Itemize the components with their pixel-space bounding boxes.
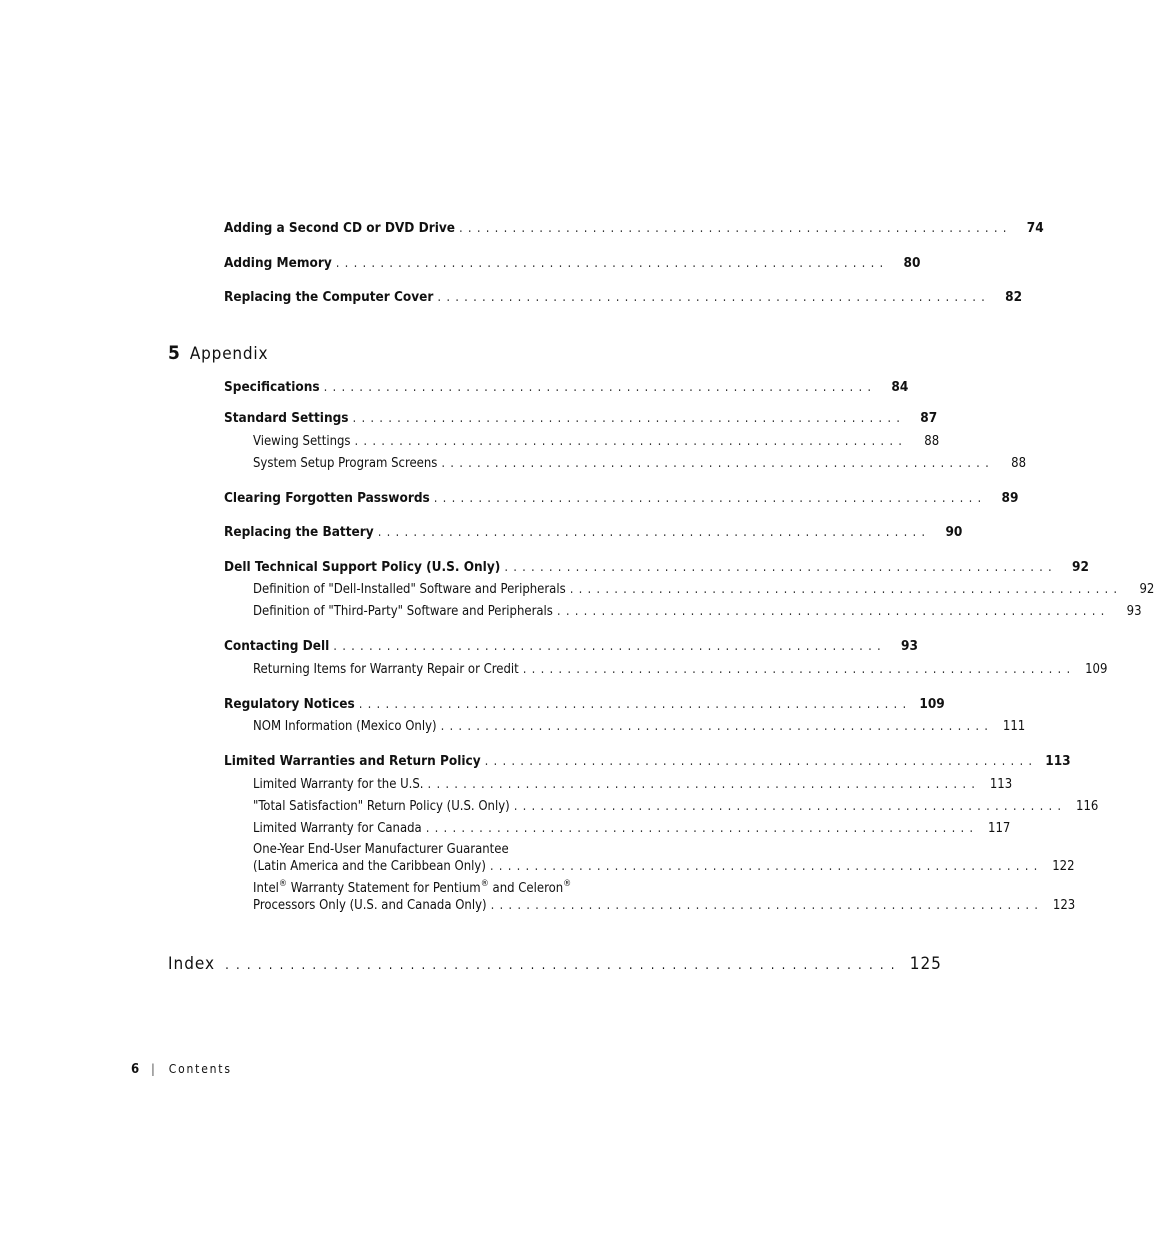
- toc-subentry[interactable]: [253, 604, 1142, 619]
- leader-dots: ..............................................................: [556, 604, 1110, 619]
- leader-dots: ..............................................................: [427, 777, 981, 792]
- toc-entry-page: 92: [1072, 559, 1089, 575]
- leader-dots: ..............................................................: [513, 799, 1067, 814]
- toc-entry[interactable]: [224, 410, 938, 426]
- toc-entry-page: 88: [1011, 456, 1027, 471]
- toc-entry-page: 93: [1126, 604, 1142, 619]
- leader-dots: ..............................................................: [489, 859, 1043, 874]
- toc-entry-page: 109: [1085, 662, 1108, 677]
- toc-entry-page: 90: [945, 524, 963, 540]
- leader-dots: ..............................................................: [441, 456, 995, 471]
- pentium-text: Warranty Statement for Pentium: [287, 881, 481, 896]
- celeron-text: and Celeron: [488, 881, 564, 896]
- toc-entry-page: 74: [1026, 220, 1044, 236]
- toc-entry-page: 93: [901, 638, 918, 654]
- toc-entry-title: Definition of "Third-Party" Software and Peripherals: [253, 604, 553, 619]
- leader-dots: ..............................................................: [323, 380, 877, 395]
- toc-entry-page: 88: [924, 434, 940, 449]
- toc-entry-page: 111: [1002, 719, 1026, 734]
- toc-entry[interactable]: [224, 638, 918, 654]
- toc-entry-title: Standard Settings: [224, 410, 349, 426]
- toc-entry-page: 82: [1005, 289, 1023, 305]
- intel-text: Intel: [253, 881, 279, 896]
- toc-entry-page: 80: [903, 255, 921, 271]
- toc-entry-title: Viewing Settings: [253, 434, 351, 449]
- toc-subentry-line1: One-Year End-User Manufacturer Guarantee: [253, 842, 509, 857]
- leader-dots: ..............................................................: [484, 754, 1038, 769]
- toc-entry[interactable]: [224, 524, 963, 540]
- page-footer: [131, 1062, 232, 1077]
- toc-subentry[interactable]: [253, 719, 1026, 734]
- toc-entry[interactable]: [224, 289, 1023, 305]
- leader-dots: ..............................................................: [569, 582, 1123, 597]
- toc-entry-title: Replacing the Computer Cover: [224, 289, 434, 305]
- toc-entry-title: Replacing the Battery: [224, 524, 374, 540]
- toc-entry[interactable]: [224, 753, 1071, 769]
- toc-entry[interactable]: [224, 255, 921, 271]
- toc-entry-page: 89: [1001, 490, 1019, 506]
- toc-entry-title: Definition of "Dell-Installed" Software and Peripherals: [253, 582, 566, 597]
- registered-mark: ®: [563, 879, 572, 889]
- toc-entry[interactable]: [224, 559, 1089, 575]
- toc-entry-title: Returning Items for Warranty Repair or Credit: [253, 662, 519, 677]
- toc-entry[interactable]: [224, 379, 909, 395]
- leader-dots: ..............................................................: [437, 290, 991, 305]
- toc-entry[interactable]: [224, 490, 1019, 506]
- toc-entry-page: 92: [1139, 582, 1154, 597]
- toc-entry-title: Adding Memory: [224, 255, 332, 271]
- toc-entry-page: 84: [891, 379, 909, 395]
- index-entry[interactable]: [168, 954, 942, 974]
- leader-dots: ..............................................................: [425, 821, 979, 836]
- leader-dots: ..............................................................: [459, 221, 1012, 236]
- leader-dots: ..............................................................: [433, 491, 987, 506]
- chapter-title: Appendix: [189, 344, 269, 364]
- footer-page-number: 6: [131, 1062, 140, 1077]
- leader-dots: ..............................................................: [333, 639, 886, 654]
- leader-dots: ..............................................................: [440, 719, 994, 734]
- leader-dots: ..............................................................: [522, 662, 1076, 677]
- registered-mark: ®: [278, 879, 288, 889]
- toc-subentry[interactable]: [253, 777, 1013, 792]
- leader-dots: ..............................................................: [354, 434, 908, 449]
- chapter-number: 5: [168, 342, 180, 364]
- toc-entry-title: Limited Warranties and Return Policy: [224, 753, 481, 769]
- toc-subentry[interactable]: [253, 582, 1154, 597]
- leader-dots: ..............................................................: [504, 560, 1057, 575]
- leader-dots: ..............................................................: [358, 697, 912, 712]
- toc-entry-page: 109: [919, 696, 945, 712]
- leader-dots: ..............................................................: [335, 256, 889, 271]
- toc-subentry[interactable]: [253, 799, 1099, 814]
- toc-subentry[interactable]: [253, 434, 940, 449]
- toc-entry-page: 123: [1052, 898, 1076, 913]
- toc-entry-title: Dell Technical Support Policy (U.S. Only): [224, 559, 501, 575]
- toc-entry-page: 87: [920, 410, 938, 426]
- index-page: 125: [909, 954, 942, 974]
- index-title: Index: [168, 954, 216, 974]
- toc-entry-title: Contacting Dell: [224, 638, 330, 654]
- leader-dots: ..............................................................: [352, 411, 906, 426]
- toc-entry-page: 113: [1045, 753, 1071, 769]
- leader-dots: ..............................................................: [490, 898, 1044, 913]
- toc-subentry[interactable]: [253, 456, 1027, 471]
- chapter-heading[interactable]: [168, 342, 268, 364]
- toc-subentry[interactable]: [253, 821, 1011, 836]
- toc-entry-title: Processors Only (U.S. and Canada Only): [253, 898, 487, 913]
- leader-dots: ..............................................................: [225, 958, 902, 973]
- toc-entry[interactable]: [224, 696, 945, 712]
- toc-entry-page: 117: [988, 821, 1011, 836]
- toc-entry-title: (Latin America and the Caribbean Only): [253, 859, 486, 874]
- toc-subentry[interactable]: [253, 662, 1108, 677]
- toc-entry-title: System Setup Program Screens: [253, 456, 438, 471]
- toc-subentry[interactable]: [253, 898, 1076, 913]
- toc-entry-title: Specifications: [224, 379, 320, 395]
- footer-separator: |: [151, 1062, 155, 1076]
- toc-entry-title: Limited Warranty for Canada: [253, 821, 422, 836]
- toc-entry-title: Adding a Second CD or DVD Drive: [224, 220, 456, 236]
- toc-entry-page: 113: [989, 777, 1013, 792]
- toc-entry-title: Clearing Forgotten Passwords: [224, 490, 430, 506]
- toc-entry-page: 122: [1052, 859, 1075, 874]
- toc-subentry-line1: [253, 881, 571, 896]
- toc-entry-title: Regulatory Notices: [224, 696, 355, 712]
- footer-label: Contents: [168, 1062, 232, 1076]
- toc-subentry[interactable]: [253, 859, 1075, 874]
- leader-dots: ..............................................................: [377, 525, 931, 540]
- toc-entry-title: NOM Information (Mexico Only): [253, 719, 437, 734]
- registered-mark: ®: [480, 879, 489, 889]
- toc-entry-title: Limited Warranty for the U.S.: [253, 777, 424, 792]
- toc-entry[interactable]: [224, 220, 1044, 236]
- toc-entry-page: 116: [1076, 799, 1099, 814]
- toc-entry-title: "Total Satisfaction" Return Policy (U.S. Only): [253, 799, 510, 814]
